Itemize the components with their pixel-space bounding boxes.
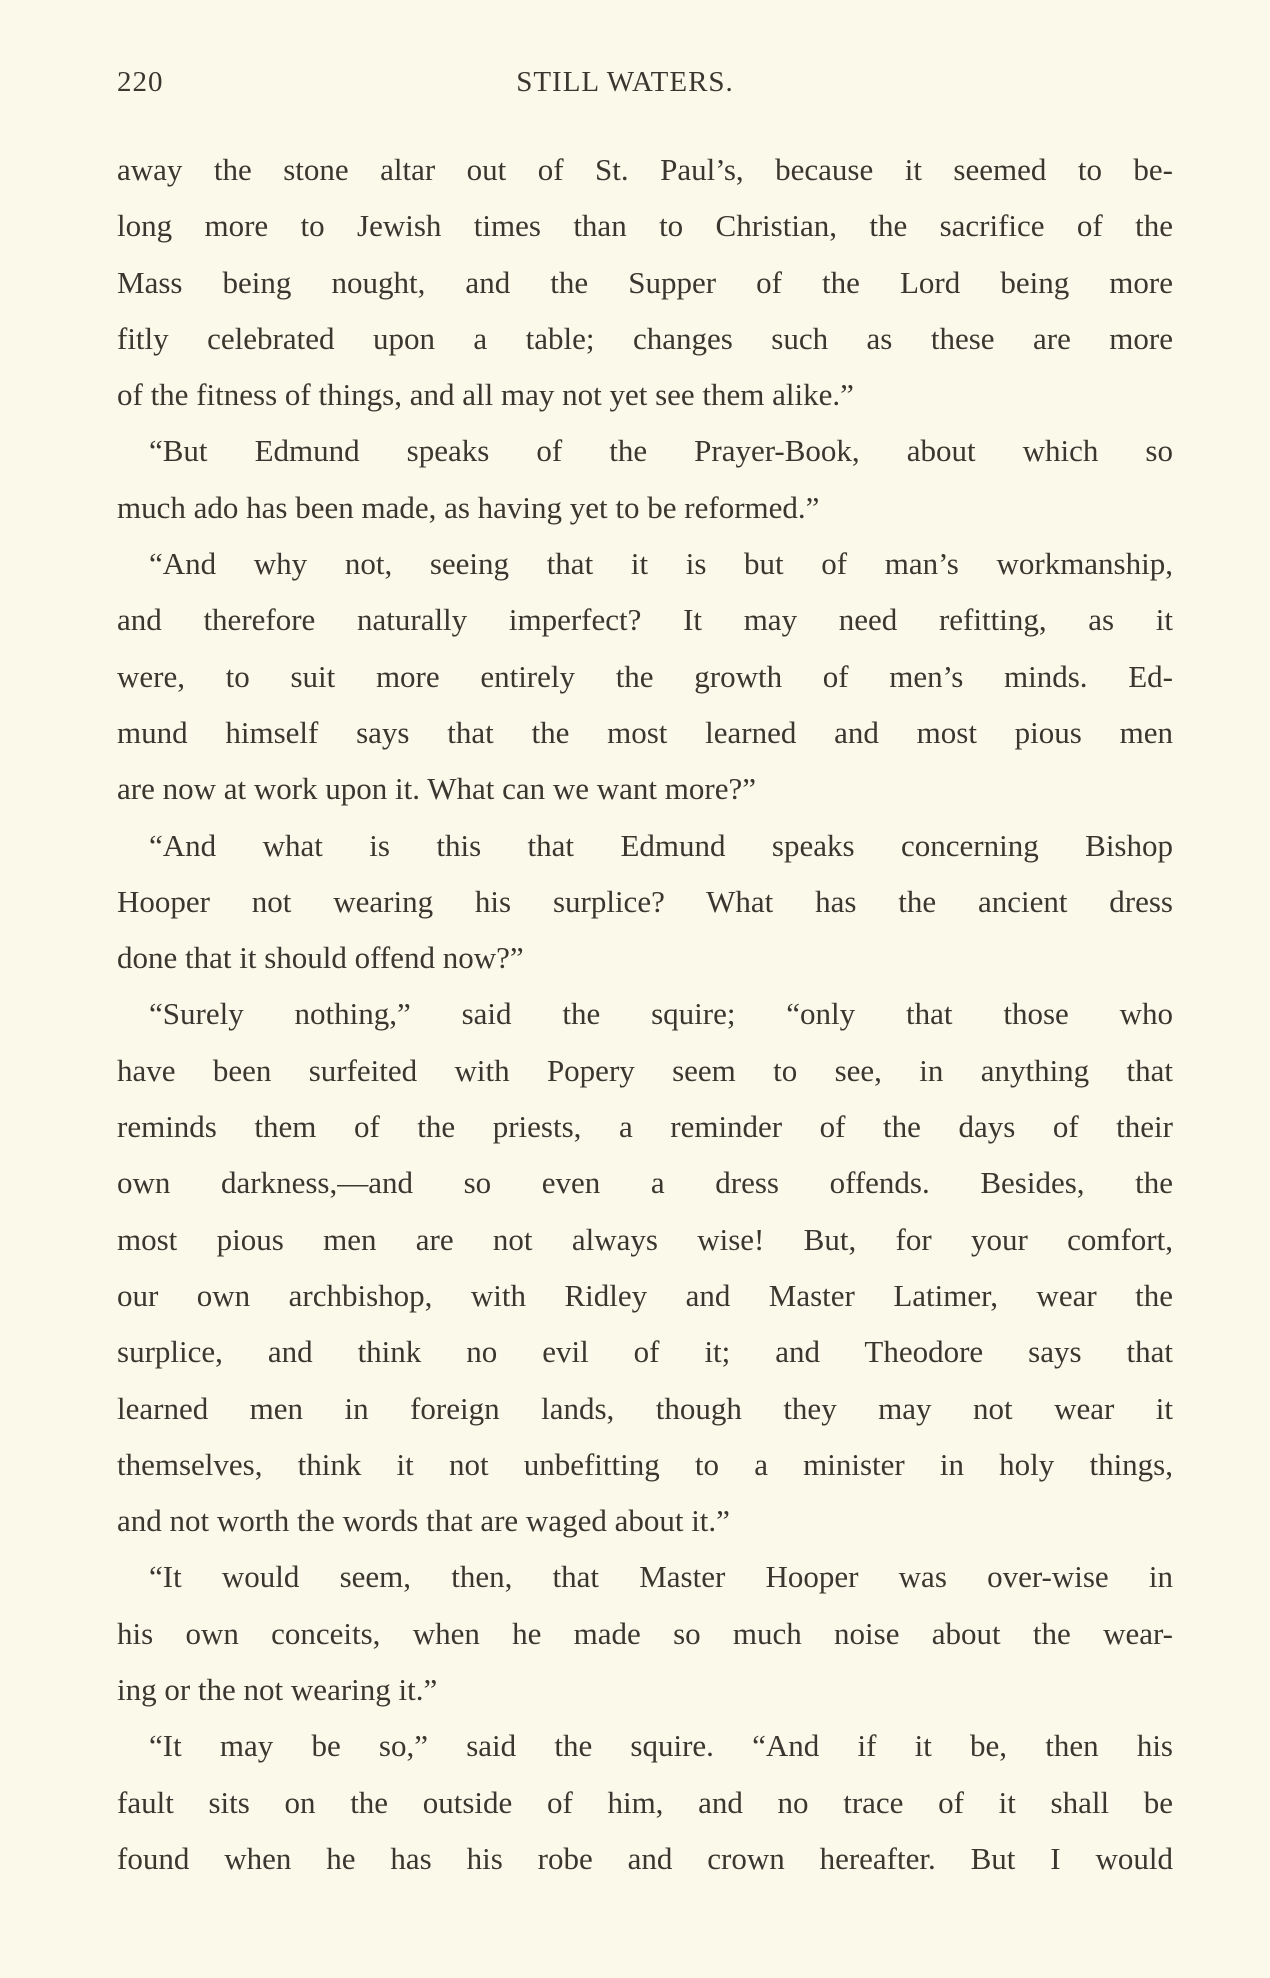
text-line: have been surfeited with Popery seem to see, in anything that bbox=[117, 1052, 1173, 1088]
text-line: “And what is this that Edmund speaks concerning Bishop bbox=[149, 827, 1173, 863]
text-line: “It would seem, then, that Master Hooper was over-wise in bbox=[149, 1559, 1173, 1595]
text-line: themselves, think it not unbefitting to a minister in holy things, bbox=[117, 1446, 1173, 1482]
page-body bbox=[117, 150, 1173, 1895]
paragraph bbox=[117, 994, 1173, 1557]
text-line: fault sits on the outside of him, and no trace of it shall be bbox=[117, 1784, 1173, 1820]
text-line: “It may be so,” said the squire. “And if it be, then his bbox=[149, 1728, 1173, 1764]
text-line: fitly celebrated upon a table; changes such as these are more bbox=[117, 320, 1173, 356]
text-line: surplice, and think no evil of it; and Theodore says that bbox=[117, 1334, 1173, 1370]
page-number: 220 bbox=[117, 66, 164, 98]
text-line: “But Edmund speaks of the Prayer-Book, about which so bbox=[149, 433, 1173, 469]
text-line: Hooper not wearing his surplice? What has the ancient dress bbox=[117, 883, 1173, 919]
paragraph bbox=[117, 1557, 1173, 1726]
paragraph bbox=[117, 1726, 1173, 1895]
text-line: long more to Jewish times than to Christian, the sacrifice of the bbox=[117, 208, 1173, 244]
text-line: and therefore naturally imperfect? It may need refitting, as it bbox=[117, 602, 1173, 638]
text-line: learned men in foreign lands, though they may not wear it bbox=[117, 1390, 1173, 1426]
text-line: and not worth the words that are waged about it.” bbox=[117, 1503, 730, 1539]
text-line: found when he has his robe and crown hereafter. But I would bbox=[117, 1840, 1173, 1876]
running-title: STILL WATERS. bbox=[516, 66, 734, 98]
paragraph bbox=[117, 544, 1173, 825]
text-line: ing or the not wearing it.” bbox=[117, 1672, 438, 1708]
text-line: his own conceits, when he made so much noise about the wear- bbox=[117, 1615, 1173, 1651]
running-header bbox=[117, 66, 1173, 106]
text-line: “Surely nothing,” said the squire; “only that those who bbox=[149, 996, 1173, 1032]
text-line: of the fitness of things, and all may not yet see them alike.” bbox=[117, 377, 854, 413]
paragraph bbox=[117, 826, 1173, 995]
text-line: were, to suit more entirely the growth of men’s minds. Ed- bbox=[117, 658, 1173, 694]
text-line: Mass being nought, and the Supper of the Lord being more bbox=[117, 264, 1173, 300]
text-line: done that it should offend now?” bbox=[117, 940, 524, 976]
text-line: most pious men are not always wise! But, for your comfort, bbox=[117, 1221, 1173, 1257]
text-line: away the stone altar out of St. Paul’s, because it seemed to be- bbox=[117, 152, 1173, 187]
text-line: own darkness,—and so even a dress offends. Besides, the bbox=[117, 1165, 1173, 1201]
text-line: “And why not, seeing that it is but of man’s workmanship, bbox=[149, 546, 1173, 582]
paragraph bbox=[117, 431, 1173, 544]
paragraph bbox=[117, 150, 1173, 431]
text-line: reminds them of the priests, a reminder of the days of their bbox=[117, 1109, 1173, 1145]
text-line: are now at work upon it. What can we want more?” bbox=[117, 771, 756, 807]
text-line: our own archbishop, with Ridley and Master Latimer, wear the bbox=[117, 1277, 1173, 1313]
text-line: mund himself says that the most learned and most pious men bbox=[117, 714, 1173, 750]
text-line: much ado has been made, as having yet to be reformed.” bbox=[117, 489, 820, 525]
